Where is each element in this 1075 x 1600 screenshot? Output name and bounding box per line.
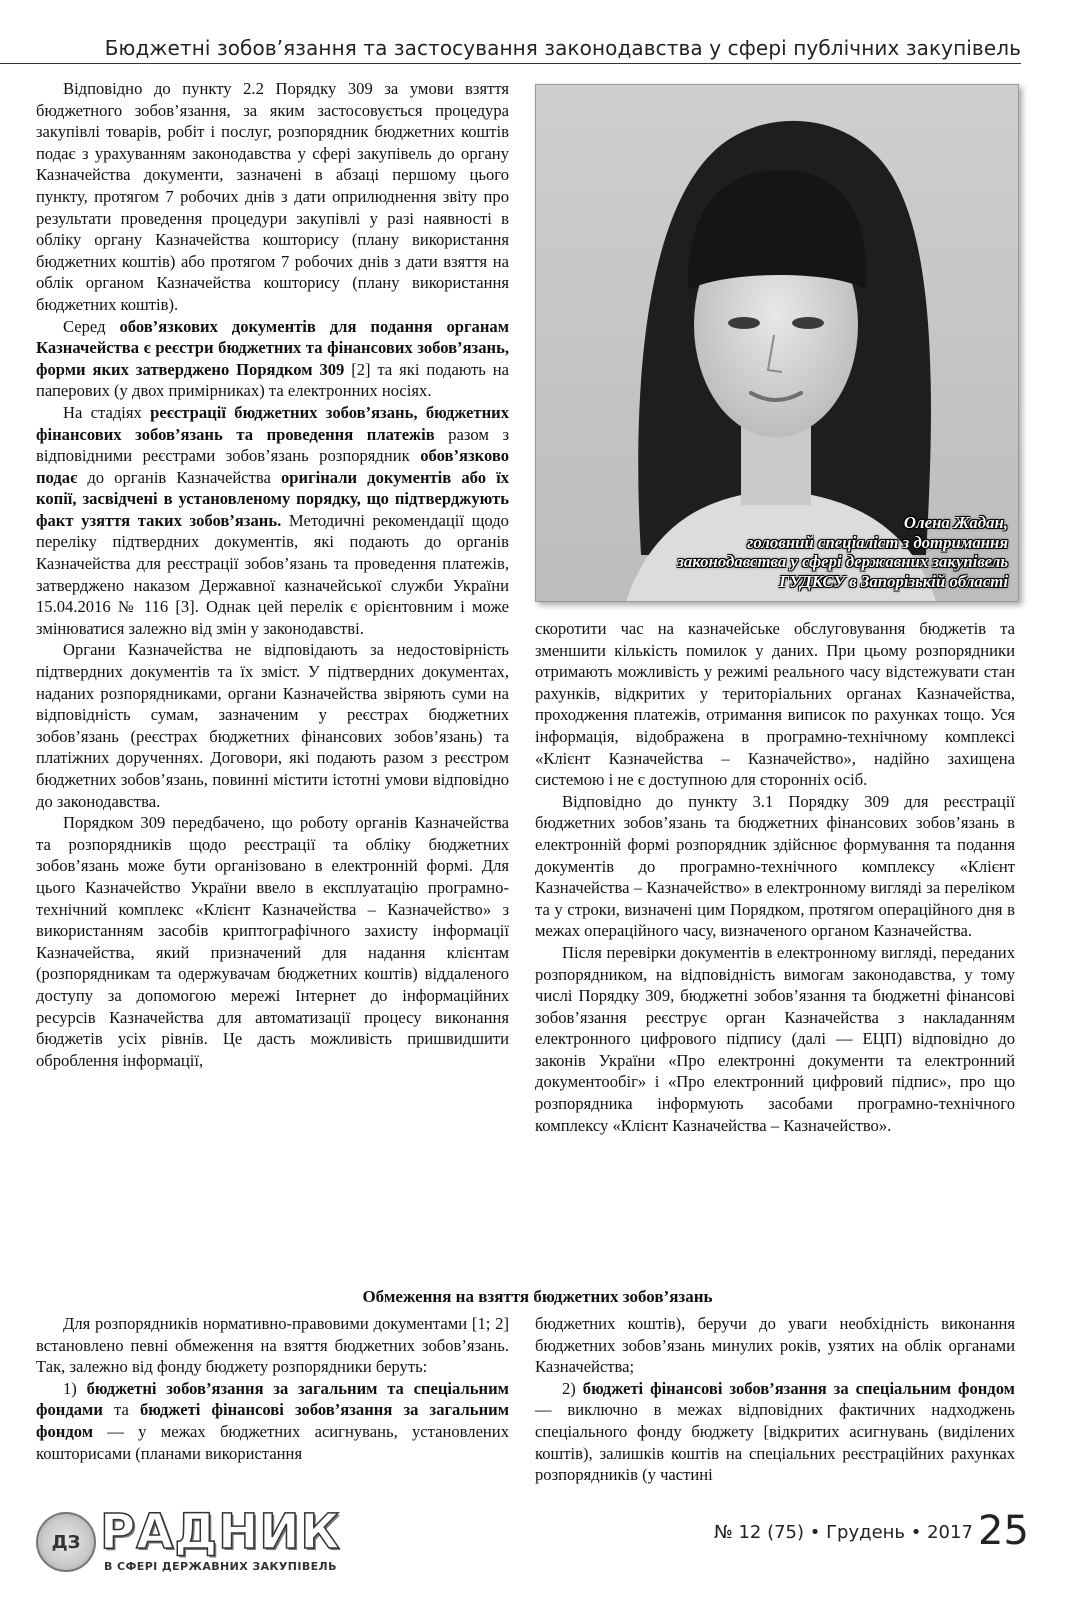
paragraph [36, 402, 509, 640]
paragraph [36, 1378, 509, 1464]
paragraph: Відповідно до пункту 2.2 Порядку 309 за умови взяття бюджетного зобов’язання, за яким застосовується процедура закупівлі товарів, робіт і послуг, розпорядник бюджетних коштів подає з урахуванням законодавства у сфері закупівель до органу Казначейства документи, зазначені в абзаці першому цього пункту, протягом 7 робочих днів з дати оприлюднення звіту про результати проведення процедури закупівлі у разі наявності в обліку органу Казначейства кошторису (плану використання бюджетних коштів) або протягом 7 робочих днів з дати взяття на облік органом Казначейства кошторису (плану використання бюджетних коштів). [36, 79, 509, 314]
bold-run: обов’язково подає [36, 446, 509, 487]
bold-run: реєстрації бюджетних зобов’язань, бюджетних фінансових зобов’язань та проведення платежів [36, 402, 509, 444]
caption-name: Олена Жадан, [903, 513, 1008, 532]
text-run: разом з відповідними реєстрами зобов’язань розпорядник [36, 424, 509, 466]
header-title: Бюджетні зобов’язання та застосування законодавства у сфері публічних закупівель [104, 36, 1021, 60]
paragraph: Для розпорядників нормативно-правовими документами [1; 2] встановлено певні обмеження на взяття бюджетних зобов’язань. Так, залежно від фонду бюджету розпорядники беруть: [36, 1314, 509, 1377]
paragraph: бюджетних коштів), беручи до уваги необхідність виконання бюджетних зобов’язань минулих років, узятих на облік органами Казначейства; [535, 1314, 1015, 1377]
author-photo [535, 84, 1019, 602]
paragraph [36, 316, 509, 402]
caption-line: ГУДКСУ в Запорізькій області [779, 571, 1008, 591]
paragraph: Органи Казначейства не відповідають за недостовірність підтвердних документів та їх зміст. У підтвердних документах, наданих розпорядниками, органи Казначейства звіряють суми на відповідність сумам, зазначеним у реєстрах бюджетних зобов’язань (реєстрах бюджетних фінансових зобов’язань) та платіжних дорученнях. Договори, які подають разом з реєстром бюджетних зобов’язань, повинні містити істотні умови відповідно до законодавства. [36, 640, 509, 811]
section-title: Обмеження на взяття бюджетних зобов’язань [362, 1287, 713, 1306]
paragraph: скоротити час на казначейське обслуговування бюджетів та зменшити кількість помилок у даних. При цьому розпорядники отримають можливість у режимі реального часу відстежувати стан рахунків, відкритих у територіальних органах Казначейства, проходження платежів, отримання виписок по рахунках тощо. Уся інформація, відображена в програмно-технічному комплексі «Клієнт Казначейства – Казначейство», надійно захищена системою і не є доступною для сторонніх осіб. [535, 619, 1015, 790]
logo-tagline: В СФЕРІ ДЕРЖАВНИХ ЗАКУПІВЕЛЬ [104, 1560, 337, 1573]
text-run: [2] та які подають на паперових (у двох примірниках) та електронних носіях. [36, 359, 509, 401]
bold-run: обов’язкових документів для подання органам Казначейства є реєстри бюджетних та фінансових зобов’язань, форми яких затверджено Порядком 309 [36, 316, 509, 379]
bold-run: бюджетні зобов’язання за загальним та спеціальним фондами [36, 1378, 509, 1420]
column-top-right [535, 618, 1015, 1136]
logo-seal-icon: ДЗ [36, 1512, 96, 1572]
text-run: Методичні рекомендації щодо переліку підтвердних документів, які подають до органів Казначейства для реєстрації зобов’язань та проведення платежів, затверджено наказом Державної казначейської служби України 15.04.2016 № 116 [3]. Однак цей перелік є орієнтовним і може змінюватися залежно від змін у законодавстві. [36, 510, 509, 638]
header-rule [0, 63, 1021, 64]
column-bottom-right [535, 1313, 1015, 1486]
text-run: 2) [562, 1378, 583, 1398]
text-run: Серед [63, 316, 120, 336]
text-run: — у межах бюджетних асигнувань, установлених кошторисами (планами використання [36, 1421, 509, 1463]
caption-line: законодавства у сфері державних закупівель [677, 552, 1008, 571]
text-run: — виключно в межах відповідних фактичних надходжень спеціального фонду бюджету [відкритих асигнувань (виділених коштів), залишків коштів на спеціальних реєстраційних рахунках розпорядників (у частині [535, 1400, 1015, 1485]
text-run: до органів Казначейства [77, 467, 281, 487]
text-run: та [102, 1400, 140, 1420]
text-run: На стадіях [63, 402, 151, 422]
column-bottom-left [36, 1313, 509, 1464]
issue-info: № 12 (75) • Грудень • 2017 [714, 1522, 973, 1543]
logo-wordmark: РАДНИК [100, 1504, 341, 1560]
caption-line: головний спеціаліст з дотримання [747, 532, 1008, 552]
running-header [0, 30, 1075, 66]
page-footer [0, 1498, 1075, 1588]
paragraph: Після перевірки документів в електронному вигляді, переданих розпорядником, на відповідність вимогам законодавства, у тому числі Порядку 309, бюджетні зобов’язання та бюджетні фінансові зобов’язання реєструє орган Казначейства з накладанням електронного цифрового підпису (далі — ЕЦП) відповідно до законів України «Про електронні документи та електронний документообіг» і «Про електронний цифровий підпис», про що розпорядника інформують засобами програмно-технічного комплексу «Клієнт Казначейства – Казначейство». [535, 942, 1015, 1135]
bold-run: оригінали документів або їх копії, засвідчені в установленому порядку, що підтверджують факт узяття таких зобов’язань. [36, 467, 509, 530]
bold-run: бюджеті фінансові зобов’язання за спеціальним фондом [582, 1378, 1015, 1398]
page-number: 25 [978, 1508, 1029, 1554]
column-top-left [36, 78, 509, 1071]
paragraph [535, 1378, 1015, 1486]
paragraph: Відповідно до пункту 3.1 Порядку 309 для реєстрації бюджетних зобов’язань та бюджетних фінансових зобов’язань в електронній формі розпорядник здійснює формування та подання документів до програмно-технічного комплексу «Клієнт Казначейства – Казначейство» в електронному вигляді за переліком та у строки, визначені цим Порядком, протягом операційного дня в межах операційного часу, визначеного органом Казначейства. [535, 791, 1015, 941]
paragraph: Порядком 309 передбачено, що роботу органів Казначейства та розпорядників щодо реєстрації та обліку бюджетних зобов’язань може бути організовано в електронній формі. Для цього Казначейство України ввело в експлуатацію програмно-технічний комплекс «Клієнт Казначейства – Казначейство» з використанням засобів криптографічного захисту інформації Казначейства, який призначений для надання клієнтам (розпорядникам та одержувачам бюджетних коштів) віддаленого доступу за допомогою мережі Інтернет до інформаційних ресурсів Казначейства для автоматизації процесу виконання бюджетів усіх рівнів. Це дасть можливість пришвидшити оброблення інформації, [36, 813, 509, 1070]
bold-run: бюджеті фінансові зобов’язання за загальним фондом [36, 1400, 509, 1441]
text-run: 1) [63, 1378, 87, 1398]
photo-caption [677, 513, 1008, 591]
